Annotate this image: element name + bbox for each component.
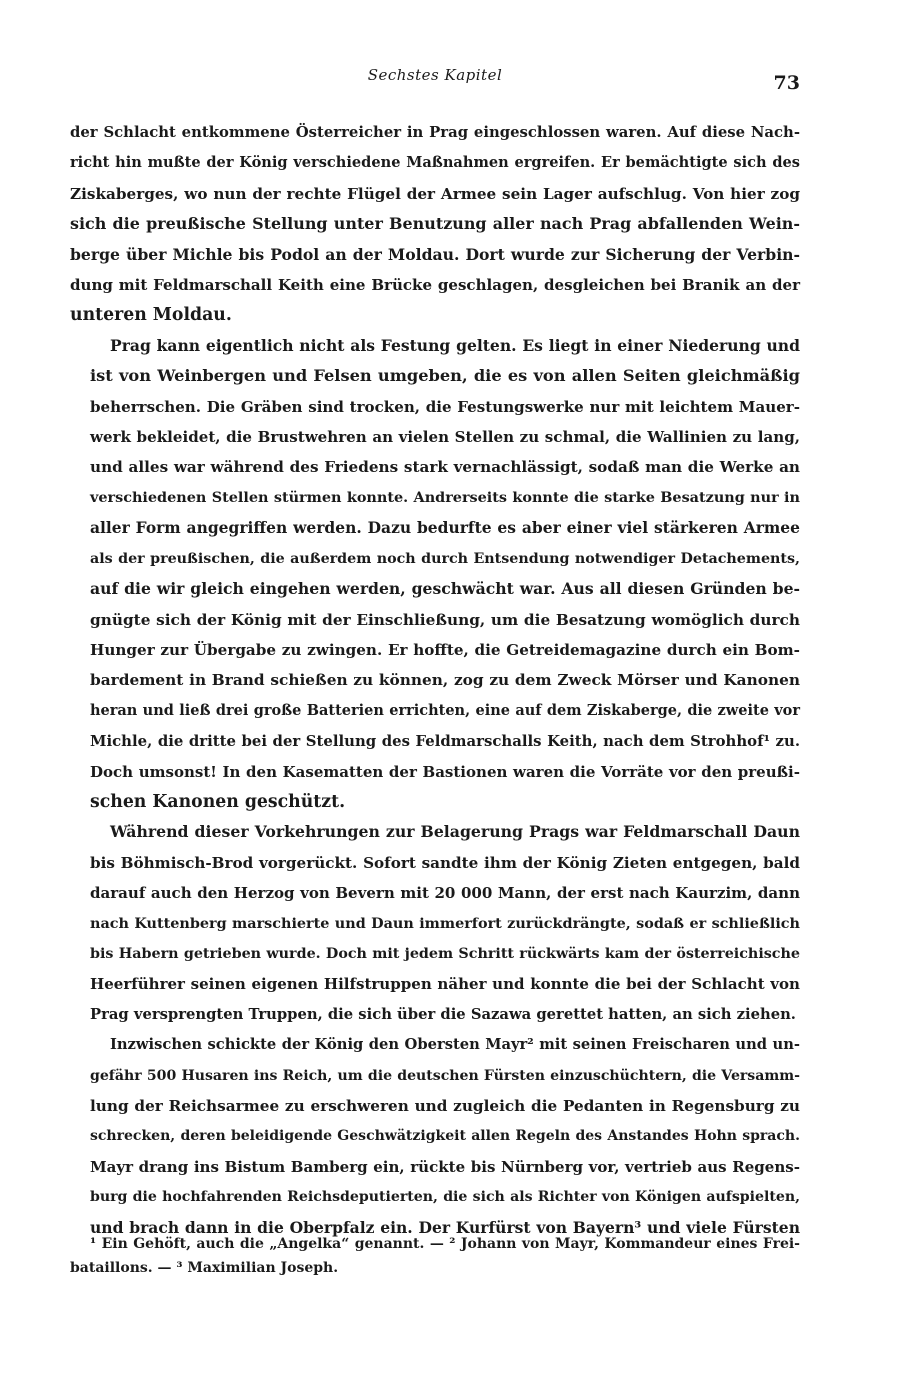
text-line: schen Kanonen geschützt. [90,791,346,812]
paragraph-2 [70,331,800,818]
text-line: nach Kuttenberg marschierte und Daun immerfort zurückdrängte, sodaß er schließlich [90,914,800,932]
footnote-line: bataillons. — ³ Maximilian Joseph. [70,1260,339,1276]
paragraph-1 [70,118,800,331]
text-line: darauf auch den Herzog von Bevern mit 20 000 Mann, der erst nach Kaurzim, dann [90,884,800,903]
text-line: beherrschen. Die Gräben sind trocken, die Festungswerke nur mit leichtem Mauer- [90,397,800,416]
text-line: Hunger zur Übergabe zu zwingen. Er hoffte, die Getreidemagazine durch ein Bom- [90,640,800,659]
text-line: richt hin mußte der König verschiedene Maßnahmen ergreifen. Er bemächtigte sich des [70,154,800,172]
text-line: berge über Michle bis Podol an der Moldau. Dort wurde zur Sicherung der Verbin- [70,244,800,264]
text-line: werk bekleidet, die Brustwehren an vielen Stellen zu schmal, die Wallinien zu lang, [90,428,800,447]
paragraph-3 [70,817,800,1030]
text-line: Ziskaberges, wo nun der rechte Flügel der Armee sein Lager aufschlug. Von hier zog [70,184,800,203]
text-line: burg die hochfahrenden Reichsdeputierten, die sich als Richter von Königen aufspielten, [90,1189,800,1206]
text-line: dung mit Feldmarschall Keith eine Brücke geschlagen, desgleichen bei Branik an der [70,276,800,295]
text-line: schrecken, deren beleidigende Geschwätzigkeit allen Regeln des Anstandes Hohn sprach. [90,1128,800,1145]
text-line: gefähr 500 Husaren ins Reich, um die deutschen Fürsten einzuschüchtern, die Versamm- [90,1067,800,1084]
text-line: lung der Reichsarmee zu erschweren und zugleich die Pedanten in Regensburg zu [90,1097,800,1115]
text-line: und brach dann in die Oberpfalz ein. Der Kurfürst von Bayern³ und viele Fürsten [90,1217,800,1237]
footnotes [70,1232,800,1280]
text-line: auf die wir gleich eingehen werden, geschwächt war. Aus all diesen Gründen be- [90,579,800,599]
text-line: Prag kann eigentlich nicht als Festung gelten. Es liegt in einer Niederung und [110,335,800,355]
text-line: als der preußischen, die außerdem noch durch Entsendung notwendiger Detachements, [90,550,800,567]
text-line: Heerführer seinen eigenen Hilfstruppen näher und konnte die bei der Schlacht von [90,975,800,994]
footnote-line: ¹ Ein Gehöft, auch die „Angelka“ genannt. — ² Johann von Mayr, Kommandeur eines Frei- [90,1236,800,1252]
text-line: sich die preußische Stellung unter Benutzung aller nach Prag abfallenden Wein- [70,214,800,234]
text-line: der Schlacht entkommene Österreicher in Prag eingeschlossen waren. Auf diese Nach- [70,124,800,141]
text-line: verschiedenen Stellen stürmen konnte. Andrerseits konnte die starke Besatzung nur in [90,488,800,506]
text-line: Mayr drang ins Bistum Bamberg ein, rückte bis Nürnberg vor, vertrieb aus Regens- [90,1157,800,1176]
text-line: gnügte sich der König mit der Einschließung, um die Besatzung womöglich durch [90,610,800,629]
body-text [70,118,800,1243]
text-line: aller Form angegriffen werden. Dazu bedurfte es aber einer viel stärkeren Armee [90,518,800,538]
text-line: Inzwischen schickte der König den Obersten Mayr² mit seinen Freischaren und un- [110,1036,800,1054]
text-line: bis Habern getrieben wurde. Doch mit jedem Schritt rückwärts kam der österreichische [90,945,800,962]
text-line: Michle, die dritte bei der Stellung des Feldmarschalls Keith, nach dem Strohhof¹ zu. [90,732,800,751]
paragraph-4 [70,1030,800,1243]
running-head: Sechstes Kapitel [367,66,503,84]
text-line: heran und ließ drei große Batterien errichten, eine auf dem Ziskaberge, die zweite vor [90,701,800,719]
text-line: Doch umsonst! In den Kasematten der Bastionen waren die Vorräte vor den preußi- [90,762,800,781]
text-line: Prag versprengten Truppen, die sich über die Sazawa gerettet hatten, an sich ziehen. [90,1005,796,1023]
text-line: bardement in Brand schießen zu können, zog zu dem Zweck Mörser und Kanonen [90,671,800,690]
text-line: und alles war während des Friedens stark vernachlässigt, sodaß man die Werke an [90,458,800,477]
text-line: ist von Weinbergen und Felsen umgeben, die es von allen Seiten gleichmäßig [90,366,800,386]
text-line: unteren Moldau. [70,305,232,326]
page-header [70,66,800,96]
page-number: 73 [773,72,800,94]
text-line: bis Böhmisch-Brod vorgerückt. Sofort sandte ihm der König Zieten entgegen, bald [90,853,800,872]
text-line: Während dieser Vorkehrungen zur Belagerung Prags war Feldmarschall Daun [110,822,800,842]
